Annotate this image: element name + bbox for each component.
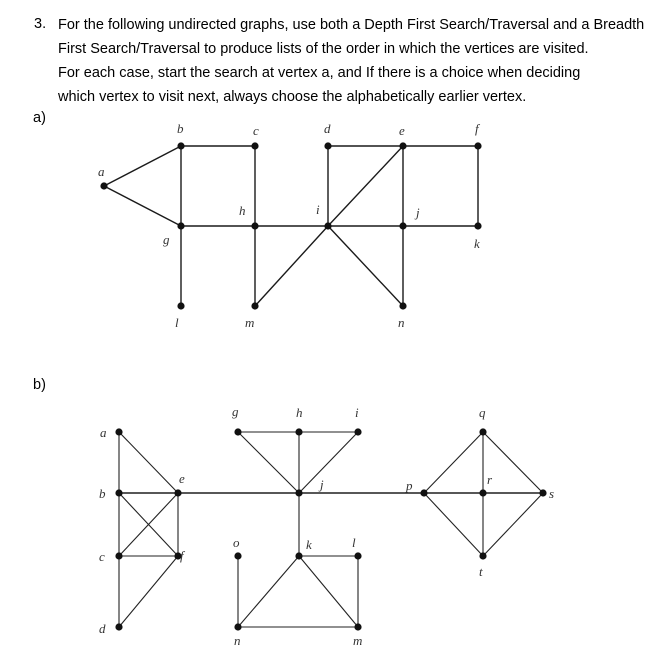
vertex-label-h: h — [239, 203, 246, 218]
vertex-i — [354, 428, 361, 435]
vertex-label-e: e — [399, 123, 405, 138]
vertex-m — [251, 302, 258, 309]
vertex-label-b: b — [177, 121, 184, 136]
vertex-label-s: s — [549, 486, 555, 501]
vertex-label-k: k — [474, 236, 480, 251]
vertex-label-r: r — [487, 472, 493, 487]
edge-i-j — [299, 432, 358, 493]
edge-k-n — [238, 556, 299, 627]
vertex-label-d: d — [324, 121, 331, 136]
vertex-t — [479, 552, 486, 559]
vertex-p — [420, 489, 427, 496]
vertex-a — [115, 428, 122, 435]
vertex-e — [399, 142, 406, 149]
question-line-2: First Search/Traversal to produce lists of the order in which the vertices are visited. — [58, 41, 589, 57]
graph-b — [99, 404, 554, 648]
vertex-b — [177, 142, 184, 149]
vertex-n — [399, 302, 406, 309]
vertex-label-f: f — [180, 548, 184, 563]
vertex-label-g: g — [232, 404, 239, 419]
edge-p-t — [424, 493, 483, 556]
vertex-k — [295, 552, 302, 559]
vertex-label-c: c — [99, 549, 105, 564]
question-line-4: which vertex to visit next, always choose the alphabetically earlier vertex. — [58, 89, 527, 105]
edge-a-b — [104, 146, 181, 186]
part-a-label: a) — [33, 110, 46, 126]
vertex-i — [324, 222, 331, 229]
vertex-label-h: h — [296, 405, 303, 420]
vertex-n — [234, 623, 241, 630]
vertex-label-j: j — [416, 205, 420, 220]
edge-g-j — [238, 432, 299, 493]
vertex-r — [479, 489, 486, 496]
vertex-d — [324, 142, 331, 149]
edge-i-m — [255, 226, 328, 306]
part-b-label: b) — [33, 377, 46, 393]
graph-a — [98, 121, 482, 330]
edge-e-i — [328, 146, 403, 226]
vertex-m — [354, 623, 361, 630]
edge-d-f — [119, 556, 178, 627]
vertex-label-p: p — [406, 478, 413, 493]
edge-a-e — [119, 432, 178, 493]
vertex-s — [539, 489, 546, 496]
edge-k-m — [299, 556, 358, 627]
vertex-b — [115, 489, 122, 496]
question-line-3: For each case, start the search at vertex a, and If there is a choice when deciding — [58, 65, 581, 81]
vertex-f — [474, 142, 481, 149]
vertex-e — [174, 489, 181, 496]
vertex-label-c: c — [253, 123, 259, 138]
edge-i-n — [328, 226, 403, 306]
vertex-label-f: f — [475, 121, 479, 136]
vertex-label-i: i — [316, 202, 320, 217]
vertex-c — [251, 142, 258, 149]
vertex-j — [399, 222, 406, 229]
vertex-label-m: m — [245, 315, 255, 330]
vertex-label-n: n — [398, 315, 405, 330]
vertex-q — [479, 428, 486, 435]
vertex-o — [234, 552, 241, 559]
vertex-k — [474, 222, 481, 229]
vertex-label-b: b — [99, 486, 106, 501]
question-number: 3. — [34, 16, 47, 32]
vertex-label-k: k — [306, 537, 312, 552]
vertex-d — [115, 623, 122, 630]
vertex-label-o: o — [233, 535, 240, 550]
vertex-l — [177, 302, 184, 309]
vertex-j — [295, 489, 302, 496]
vertex-label-q: q — [479, 405, 486, 420]
edge-a-g — [104, 186, 181, 226]
vertex-c — [115, 552, 122, 559]
vertex-label-t: t — [479, 564, 483, 579]
vertex-g — [177, 222, 184, 229]
question-line-1: For the following undirected graphs, use both a Depth First Search/Traversal and a Breadth — [58, 17, 645, 33]
vertex-h — [295, 428, 302, 435]
vertex-label-n: n — [234, 633, 241, 648]
edge-p-q — [424, 432, 483, 493]
vertex-label-a: a — [100, 425, 107, 440]
vertex-label-d: d — [99, 621, 106, 636]
edge-t-s — [483, 493, 543, 556]
vertex-label-l: l — [352, 535, 356, 550]
vertex-g — [234, 428, 241, 435]
vertex-label-a: a — [98, 164, 105, 179]
vertex-label-i: i — [355, 405, 359, 420]
vertex-label-m: m — [353, 633, 363, 648]
vertex-l — [354, 552, 361, 559]
vertex-a — [100, 182, 107, 189]
vertex-label-g: g — [163, 232, 170, 247]
vertex-label-j: j — [320, 477, 324, 492]
vertex-h — [251, 222, 258, 229]
vertex-label-l: l — [175, 315, 179, 330]
vertex-label-e: e — [179, 471, 185, 486]
